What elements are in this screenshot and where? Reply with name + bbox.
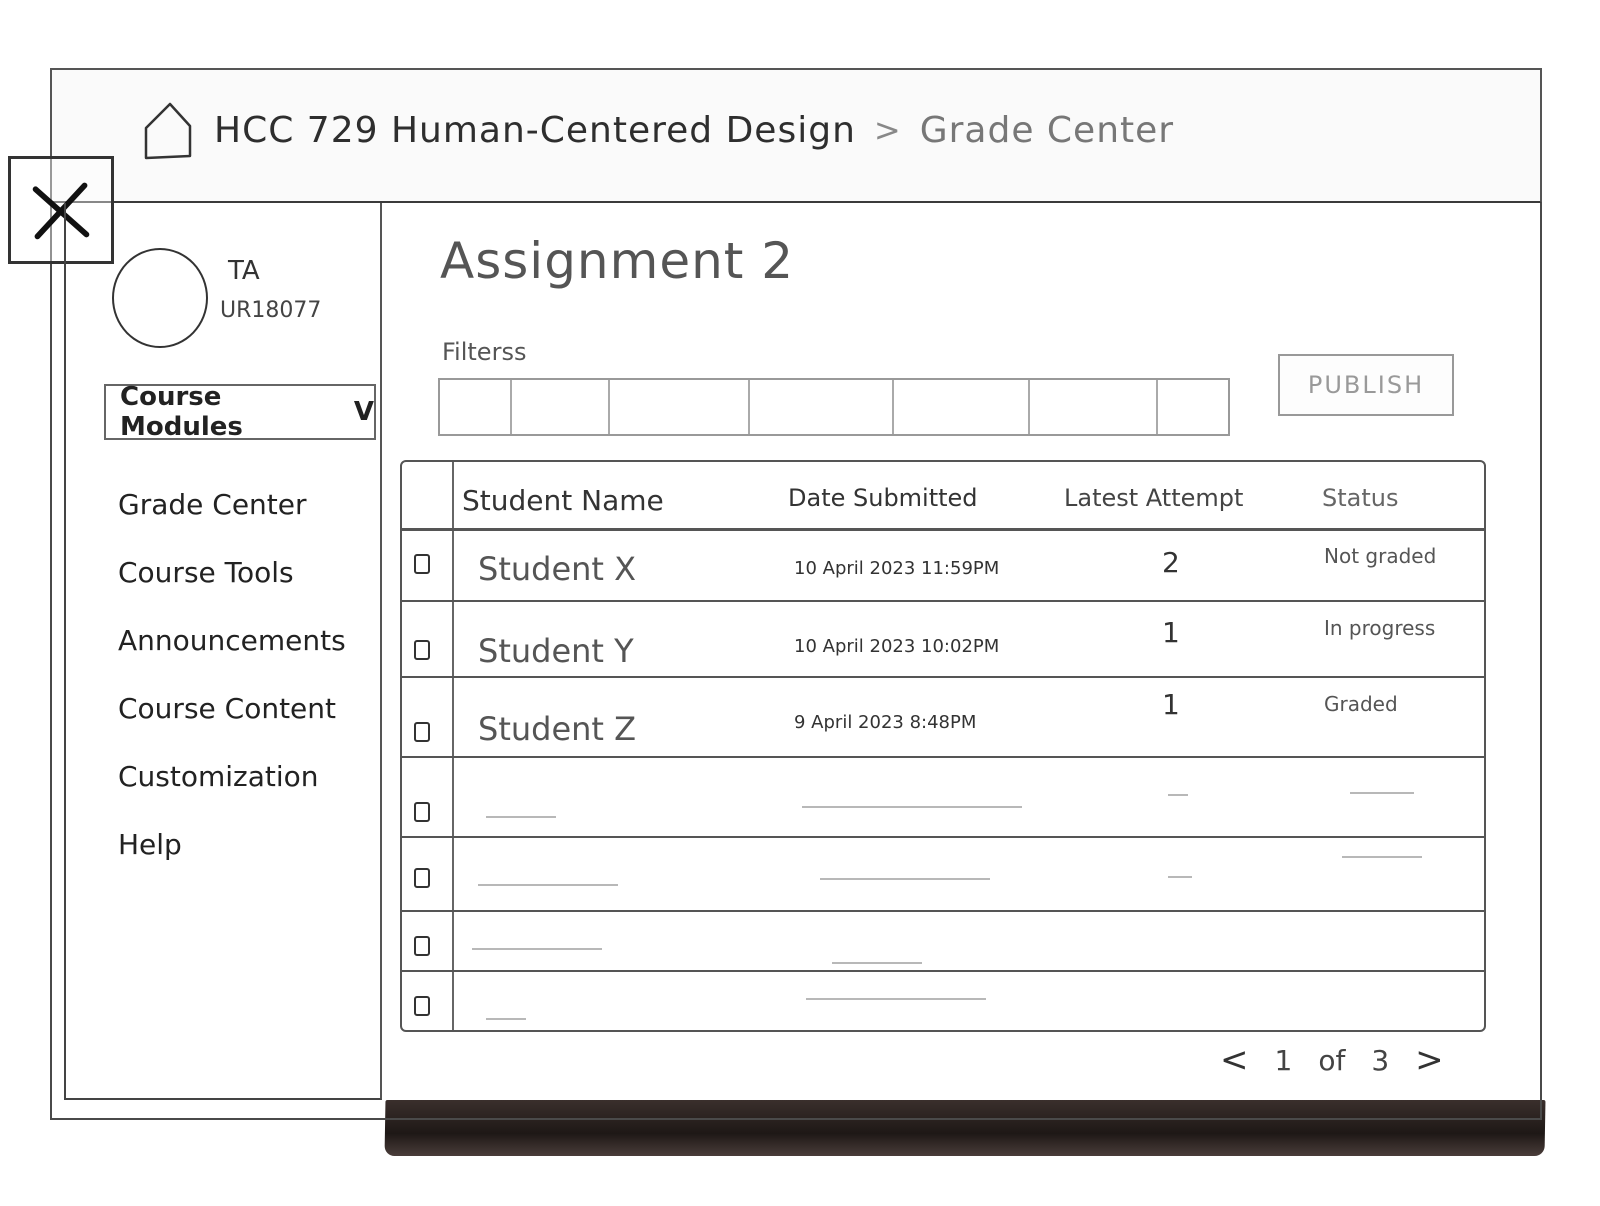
sidebar-item-announcements[interactable]: Announcements [118,623,346,657]
table-row-empty[interactable] [402,972,1484,1030]
row-checkbox[interactable] [414,868,430,888]
placeholder-line [486,1018,526,1020]
placeholder-line [820,878,990,880]
latest-attempt: 2 [1162,546,1180,579]
placeholder-line [486,816,556,818]
table-row-empty[interactable] [402,912,1484,972]
status-text: In progress [1324,616,1436,640]
sidebar-item-customization[interactable]: Customization [118,759,319,793]
avatar[interactable] [112,248,208,348]
user-id: UR18077 [220,298,322,323]
status-text: Graded [1324,692,1398,716]
table-row[interactable] [402,528,1484,602]
user-role: TA [228,256,260,286]
date-submitted: 10 April 2023 10:02PM [794,636,1000,657]
breadcrumb-course-link[interactable]: HCC 729 Human-Centered Design [214,109,856,151]
breadcrumb-separator: > [873,111,902,149]
course-modules-label: Course Modules [120,382,243,442]
latest-attempt: 1 [1162,688,1180,721]
placeholder-line [832,962,922,964]
table-row[interactable] [402,602,1484,678]
breadcrumb [140,90,1174,170]
placeholder-line [472,948,602,950]
placeholder-line [806,998,986,1000]
sidebar-nav [118,470,368,878]
page-of-label: of [1318,1043,1346,1077]
status-text: Not graded [1324,544,1437,568]
table-row[interactable] [402,678,1484,758]
filter-segment[interactable] [512,380,610,434]
placeholder-line [1168,876,1192,878]
next-page-button[interactable]: > [1415,1040,1444,1080]
table-row-empty[interactable] [402,838,1484,912]
column-header-status[interactable]: Status [1322,484,1399,512]
prev-page-button[interactable]: < [1220,1040,1249,1080]
sidebar-item-help[interactable]: Help [118,827,182,861]
filter-bar [438,378,1230,436]
home-icon[interactable] [140,98,196,162]
chevron-down-icon: V [353,397,374,427]
pagination [1220,1038,1444,1082]
row-checkbox[interactable] [414,996,430,1016]
table-row-empty[interactable] [402,758,1484,838]
table-header [402,462,1484,531]
breadcrumb-current: Grade Center [919,109,1175,151]
filter-segment[interactable] [440,380,512,434]
row-checkbox[interactable] [414,722,430,742]
placeholder-line [478,884,618,886]
filter-segment[interactable] [1158,380,1228,434]
column-header-latest-attempt[interactable]: Latest Attempt [1064,484,1244,512]
total-pages: 3 [1371,1043,1390,1077]
row-checkbox[interactable] [414,802,430,822]
sidebar-item-grade-center[interactable]: Grade Center [118,487,307,521]
column-header-student-name[interactable]: Student Name [462,484,664,517]
row-checkbox[interactable] [414,640,430,660]
row-checkbox[interactable] [414,554,430,574]
date-submitted: 9 April 2023 8:48PM [794,712,977,733]
course-modules-dropdown[interactable] [104,384,376,440]
page-title: Assignment 2 [440,232,795,290]
current-page: 1 [1274,1043,1293,1077]
latest-attempt: 1 [1162,616,1180,649]
placeholder-line [1350,792,1414,794]
row-checkbox[interactable] [414,936,430,956]
column-header-date-submitted[interactable]: Date Submitted [788,484,978,512]
student-name: Student X [478,550,637,588]
filters-label: Filterss [442,338,527,366]
placeholder-line [1342,856,1422,858]
filter-segment[interactable] [750,380,894,434]
grade-table [400,460,1486,1032]
sidebar-item-course-content[interactable]: Course Content [118,691,337,725]
placeholder-line [1168,794,1188,796]
date-submitted: 10 April 2023 11:59PM [794,558,1000,579]
student-name: Student Z [478,710,637,748]
publish-button[interactable]: PUBLISH [1278,354,1454,416]
placeholder-line [802,806,1022,808]
filter-segment[interactable] [610,380,750,434]
filter-segment[interactable] [894,380,1030,434]
sidebar-item-course-tools[interactable]: Course Tools [118,555,294,589]
filter-segment[interactable] [1030,380,1158,434]
student-name: Student Y [478,632,634,670]
